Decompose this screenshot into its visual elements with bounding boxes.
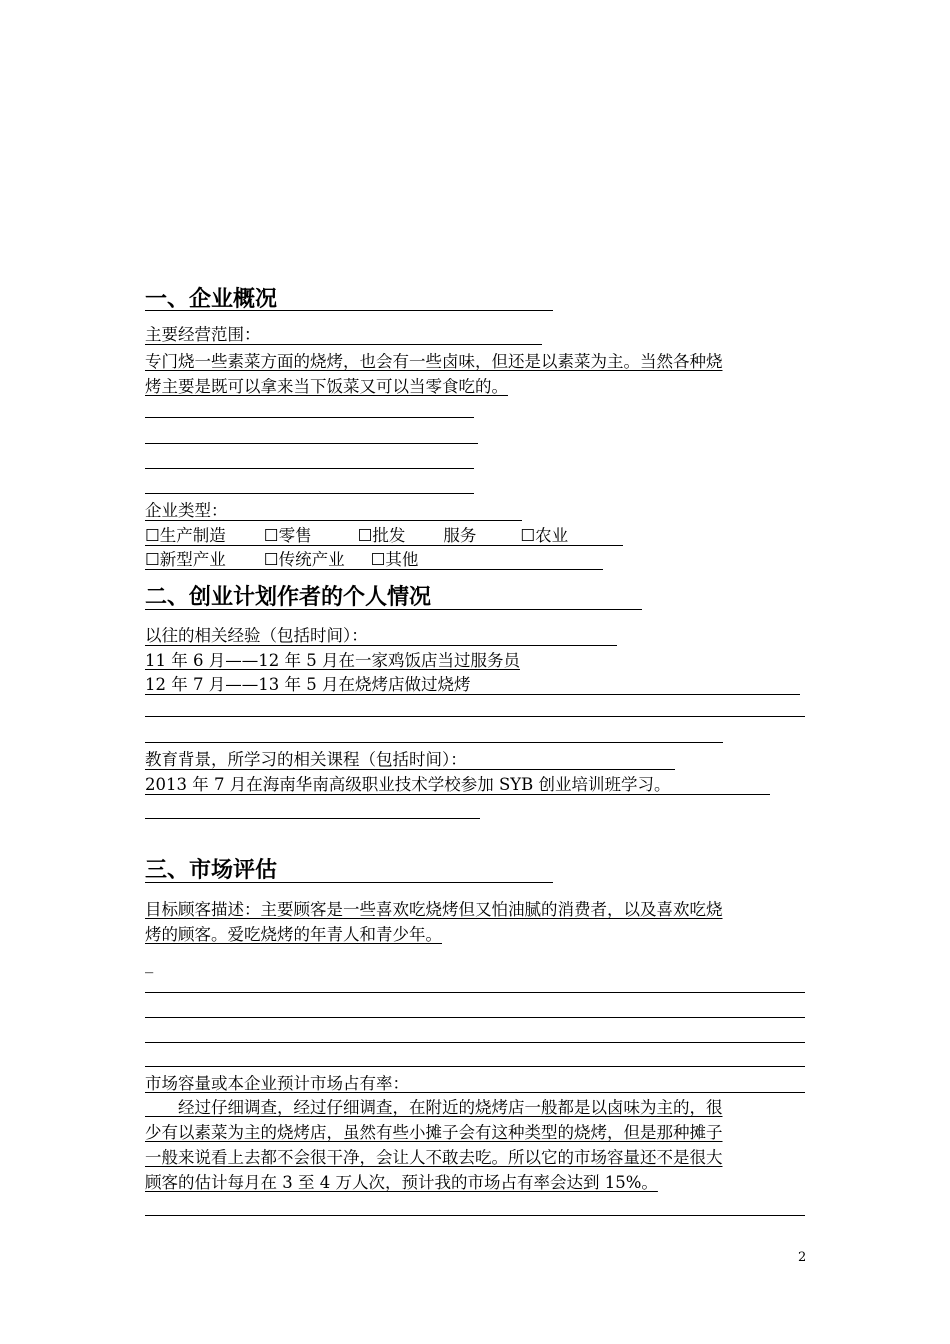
page-number: 2 — [798, 1250, 807, 1265]
field-line — [145, 545, 623, 546]
blank-line — [145, 468, 474, 469]
experience-label: 以往的相关经验（包括时间）： — [145, 626, 368, 645]
checkbox-retail[interactable]: ☐零售 — [263, 526, 312, 545]
capacity-line: 一般来说看上去都不会很干净，会让人不敢去吃。所以它的市场容量还不是很大 — [145, 1148, 723, 1167]
checkbox-traditional-industry[interactable]: ☐传统产业 — [263, 550, 345, 569]
stray-mark: _ — [145, 954, 154, 973]
scope-text-line: 专门烧一些素菜方面的烧烤，也会有一些卤味，但还是以素菜为主。当然各种烧 — [145, 352, 723, 371]
field-line — [145, 344, 542, 345]
checkbox-wholesale[interactable]: ☐批发 — [357, 526, 406, 545]
checkbox-agriculture[interactable]: ☐农业 — [520, 526, 569, 545]
field-line — [145, 794, 770, 795]
blank-line — [145, 992, 805, 993]
checkbox-new-industry[interactable]: ☐新型产业 — [145, 550, 226, 569]
field-line — [145, 694, 800, 695]
blank-line — [145, 1066, 805, 1067]
blank-line — [145, 716, 805, 717]
section2-heading: 二、创业计划作者的个人情况 — [145, 585, 432, 610]
education-label: 教育背景，所学习的相关课程（包括时间）： — [145, 750, 467, 769]
field-line — [145, 645, 617, 646]
option-service[interactable]: 服务 — [443, 526, 477, 545]
scope-text-line: 烤主要是既可以拿来当下饭菜又可以当零食吃的。 — [145, 377, 508, 396]
capacity-line: 少有以素菜为主的烧烤店，虽然有些小摊子会有这种类型的烧烤，但是那种摊子 — [145, 1123, 723, 1142]
heading-underline — [145, 882, 553, 883]
target-customer-line: 烤的顾客。爱吃烧烤的年青人和青少年。 — [145, 925, 442, 944]
field-line — [145, 520, 522, 521]
blank-line — [145, 493, 474, 494]
blank-line — [145, 417, 474, 418]
education-line: 2013 年 7 月在海南华南高级职业技术学校参加 SYB 创业培训班学习。 — [145, 775, 671, 794]
type-label: 企业类型： — [145, 501, 228, 520]
field-line — [145, 569, 603, 570]
blank-line — [145, 1215, 805, 1216]
blank-line — [145, 818, 480, 819]
heading-underline — [145, 609, 642, 610]
blank-line — [145, 1042, 805, 1043]
checkbox-manufacturing[interactable]: ☐生产制造 — [145, 526, 226, 545]
capacity-label: 市场容量或本企业预计市场占有率： — [145, 1074, 409, 1093]
blank-line — [145, 742, 723, 743]
experience-line: 12 年 7 月——13 年 5 月在烧烤店做过烧烤 — [145, 675, 471, 694]
blank-line — [145, 1017, 805, 1018]
capacity-line: 经过仔细调查，经过仔细调查，在附近的烧烤店一般都是以卤味为主的，很 — [145, 1098, 723, 1117]
experience-line: 11 年 6 月——12 年 5 月在一家鸡饭店当过服务员 — [145, 651, 520, 670]
heading-underline — [145, 310, 553, 311]
capacity-line: 顾客的估计每月在 3 至 4 万人次，预计我的市场占有率会达到 15%。 — [145, 1173, 658, 1192]
section1-heading: 一、企业概况 — [145, 287, 278, 312]
checkbox-other[interactable]: ☐其他 — [370, 550, 419, 569]
scope-label: 主要经营范围： — [145, 325, 261, 344]
field-line — [145, 769, 675, 770]
section3-heading: 三、市场评估 — [145, 858, 278, 883]
field-line — [145, 1092, 805, 1093]
target-customer-line: 目标顾客描述：主要顾客是一些喜欢吃烧烤但又怕油腻的消费者，以及喜欢吃烧 — [145, 900, 723, 919]
blank-line — [145, 443, 478, 444]
